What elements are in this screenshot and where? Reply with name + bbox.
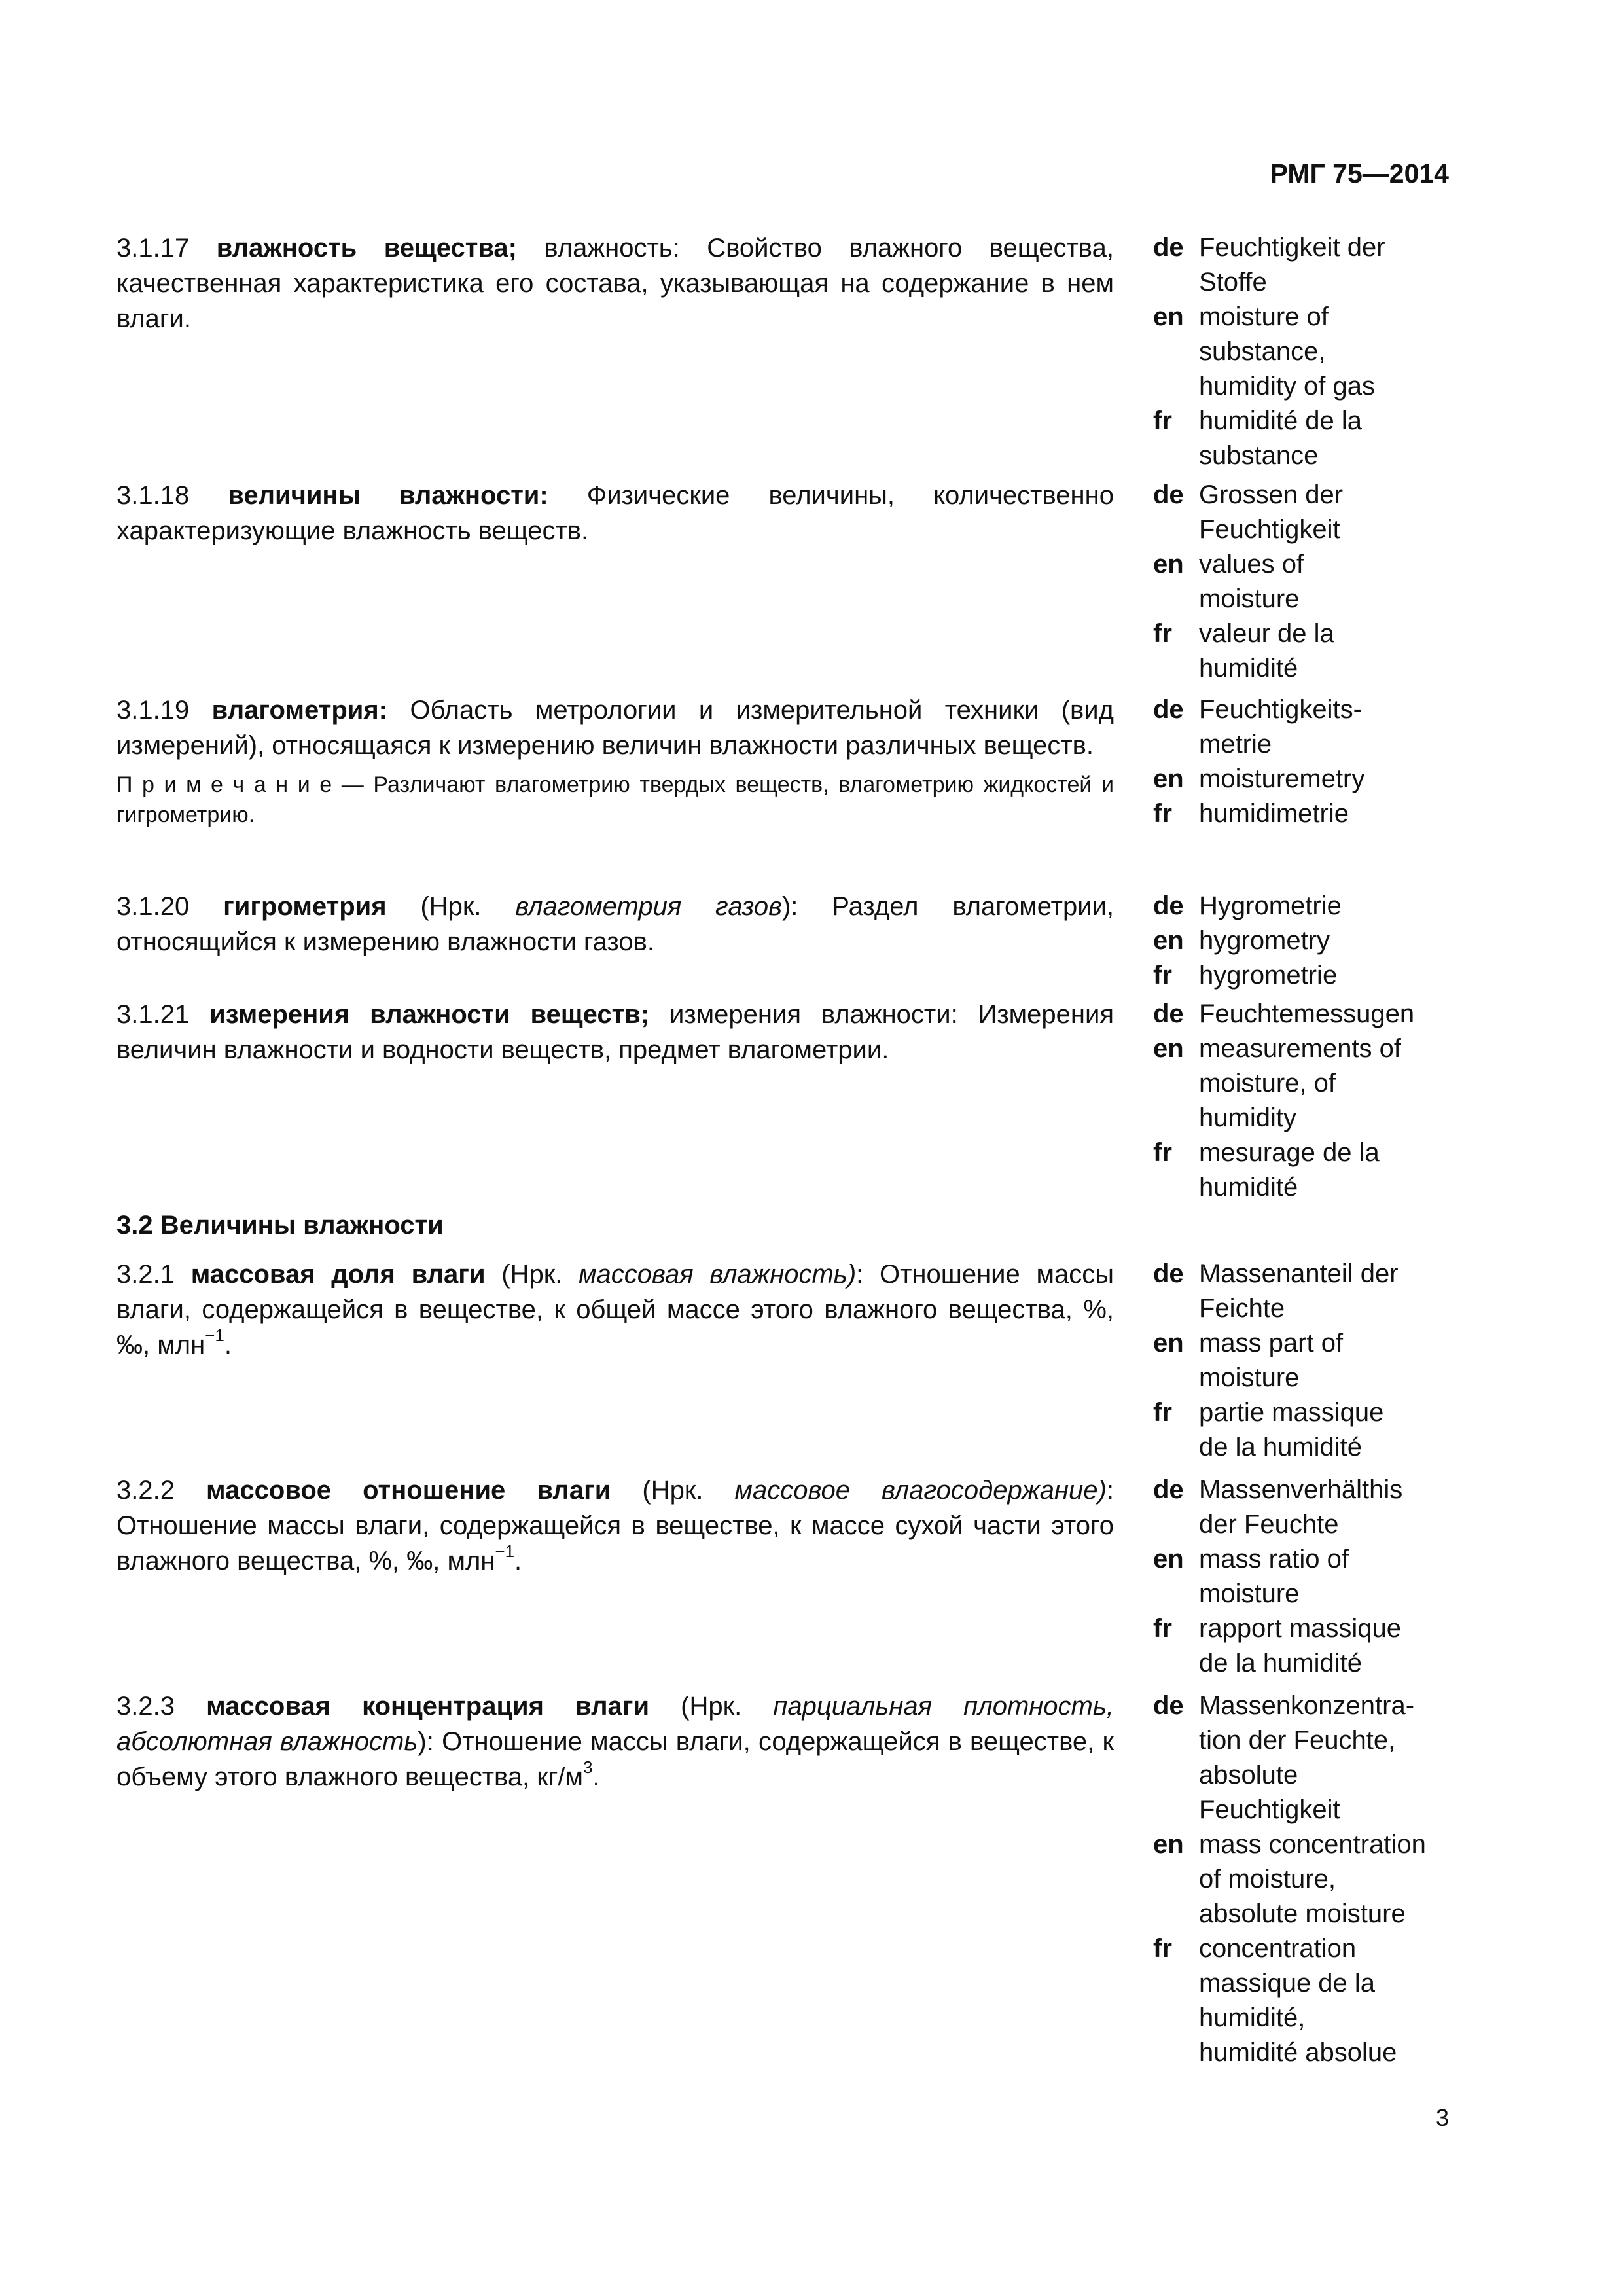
entry-number: 3.2.2: [116, 1476, 175, 1505]
equivalents-3-1-21: de Feuchtemessugen en measurements of moisture, of humidity fr mesurage de la humidité: [1153, 999, 1415, 1202]
entry-deprecated-term: влагометрия газов: [515, 892, 782, 921]
entry-synonym: измерения влажности:: [649, 1000, 958, 1029]
entry-number: 3.1.17: [116, 234, 190, 262]
document-code: РМГ 75—2014: [1270, 158, 1449, 188]
equivalents-3-2-2: de Massenverhälthis der Feuchte en mass ratio of moisture fr rapport massique de la humidité: [1153, 1475, 1403, 1677]
entry-definition: Область метрологии и измерительной техники (вид измерений), относящаяся к измерению величин влажности различных веществ.: [116, 696, 1114, 760]
entry-term: гигрометрия: [223, 892, 387, 921]
entry-3-1-17: [116, 230, 1114, 336]
equivalents-3-1-20: de Hygrometrie en hygrometry fr hygrometrie: [1153, 891, 1342, 990]
entry-deprecated-term: массовая влажность): [579, 1260, 857, 1289]
equivalents-3-1-19: de Feuchtigkeits- metrie en moisturemetry fr humidimetrie: [1153, 695, 1365, 828]
entry-definition: Отношение массы влаги, содержащейся в веществе, к массе сухой части этого влажного вещества, %, ‰, млн: [116, 1511, 1114, 1575]
entry-3-2-3: 3.2.3 массовая концентрация влаги (Нрк. парциальная плотность, абсолютная влажность): Отношение массы влаги, содержащейся в веществе, к объему этого влажного вещества, $кг/м^3$.: [116, 1692, 1114, 1791]
entry-3-1-19: [116, 692, 1114, 830]
entry-3-1-21: [116, 997, 1114, 1067]
equivalents-3-1-18: de Grossen der Feuchtigkeit en values of moisture fr valeur de la humidité: [1153, 480, 1344, 683]
entry-synonym: влажность:: [516, 234, 680, 262]
equivalents-3-2-1: de Massenanteil der Feichte en mass part of moisture fr partie massique de la humidité: [1153, 1259, 1399, 1462]
entry-term: измерения влажности веществ;: [209, 1000, 650, 1029]
equivalents-3-1-17: de Feuchtigkeit der Stoffe en moisture of substance, humidity of gas fr humidité de la substance: [1153, 233, 1385, 470]
entry-3-2-2: 3.2.2 массовое отношение влаги (Нрк. массовое влагосодержание): Отношение массы влаги, содержащейся в веществе, к массе сухой части этого влажного вещества, %, ‰, млн$^{-1}$.: [116, 1476, 1114, 1575]
entry-term: влажность вещества;: [216, 234, 517, 262]
note-text: — Различают влагометрию твердых веществ, влагометрию жидкостей и гигрометрию.: [116, 772, 1114, 827]
entry-number: 3.1.20: [116, 892, 190, 921]
entry-definition: Физические величины, количественно характеризующие влажность веществ.: [116, 481, 1114, 545]
entry-term: массовое отношение влаги: [206, 1476, 611, 1505]
entry-definition: Раздел влагометрии, относящийся к измерению влажности газов.: [116, 892, 1115, 956]
entry-number: 3.2.3: [116, 1692, 175, 1721]
entry-term: влагометрия:: [211, 696, 387, 725]
entry-3-2-1: 3.2.1 массовая доля влаги (Нрк. массовая влажность): Отношение массы влаги, содержащейся в веществе, к общей массе этого влажного вещества, %, ‰, млн$^{-1}$.: [116, 1260, 1114, 1359]
entry-3-1-20: 3.1.20 гигрометрия (Нрк. влагометрия газов): Раздел влагометрии, относящийся к измерению влажности газов.: [116, 892, 1115, 956]
entry-note: [116, 770, 1114, 830]
entry-number: 3.1.19: [116, 696, 190, 725]
page-number: 3: [1435, 2104, 1449, 2131]
entry-term: массовая доля влаги: [190, 1260, 486, 1289]
entry-deprecated-term: парциальная плотность, абсолютная влажность: [116, 1692, 1114, 1756]
entry-term: величины влажности:: [228, 481, 548, 510]
entry-definition: Отношение массы влаги, содержащейся в веществе, к общей массе этого влажного вещества, %, ‰, млн: [116, 1260, 1114, 1359]
entry-number: 3.2.1: [116, 1260, 175, 1289]
note-label: П р и м е ч а н и е: [116, 772, 332, 797]
entry-definition: Измерения величин влажности и водности веществ, предмет влагометрии.: [116, 1000, 1115, 1064]
entry-number: 3.1.21: [116, 1000, 190, 1029]
entry-definition: Отношение массы влаги, содержащейся в веществе, к объему этого влажного вещества, кг/м: [116, 1727, 1114, 1791]
entry-number: 3.1.18: [116, 481, 190, 510]
section-heading: 3.2 Величины влажности: [116, 1211, 444, 1240]
entry-definition: Свойство влажного вещества, качественная характеристика его состава, указывающая на содержание в нем влаги.: [116, 234, 1114, 333]
equivalents-3-2-3: de Massenkonzentra- tion der Feuchte, absolute Feuchtigkeit en mass concentration of moisture, absolute moisture fr concentration massique de la humidité, humidité absolue: [1153, 1691, 1426, 2067]
entry-3-1-18: [116, 478, 1114, 548]
entry-deprecated-term: массовое влагосодержание): [734, 1476, 1107, 1505]
entry-term: массовая концентрация влаги: [206, 1692, 650, 1721]
